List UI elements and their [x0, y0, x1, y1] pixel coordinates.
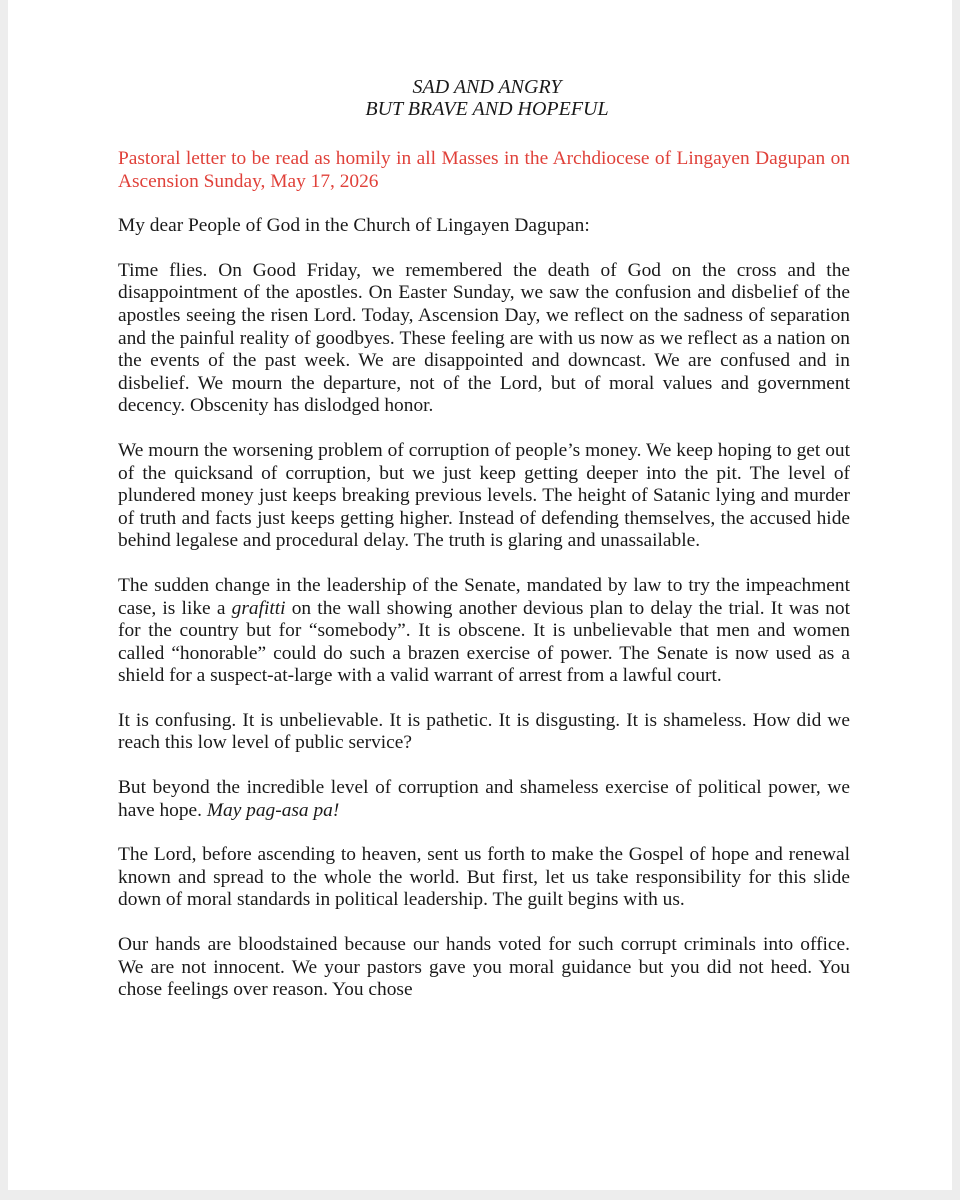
- letter-subtitle: Pastoral letter to be read as homily in all Masses in the Archdiocese of Lingayen Dagupan on Ascension Sunday, May 17, 2026: [118, 148, 850, 192]
- document-page: [8, 0, 952, 1190]
- paragraph-5: [118, 777, 850, 822]
- paragraph-3: [118, 575, 850, 688]
- paragraph-4: It is confusing. It is unbelievable. It is pathetic. It is disgusting. It is shameless. How did we reach this low level of public service?: [118, 709, 850, 754]
- paragraph-6: The Lord, before ascending to heaven, sent us forth to make the Gospel of hope and renewal known and spread to the whole the world. But first, let us take responsibility for this slide down of moral standards in political leadership. The guilt begins with us.: [118, 844, 850, 911]
- title-line-2: BUT BRAVE AND HOPEFUL: [365, 98, 609, 120]
- paragraph-5-emphasis: May pag-asa pa!: [206, 799, 340, 821]
- paragraph-3-text-a: The sudden change in the leadership of the Senate, mandated by law to try the impeachment case, is like a: [118, 574, 850, 619]
- paragraph-2: We mourn the worsening problem of corruption of people’s money. We keep hoping to get out of the quicksand of corruption, but we just keep getting deeper into the pit. The level of plundered money just keeps breaking previous levels. The height of Satanic lying and murder of truth and facts just keeps getting higher. Instead of defending themselves, the accused hide behind legalese and procedural delay. The truth is glaring and unassailable.: [118, 439, 850, 552]
- title-line-1: SAD AND ANGRY: [412, 76, 562, 98]
- paragraph-5-text: But beyond the incredible level of corruption and shameless exercise of political power, we have hope.: [118, 777, 850, 821]
- paragraph-7: Our hands are bloodstained because our hands voted for such corrupt criminals into office. We are not innocent. We your pastors gave you moral guidance but you did not heed. You chose feelings over reason. You chose: [118, 934, 850, 1001]
- paragraph-1: Time flies. On Good Friday, we remembered the death of God on the cross and the disappointment of the apostles. On Easter Sunday, we saw the confusion and disbelief of the apostles seeing the risen Lord. Today, Ascension Day, we reflect on the sadness of separation and the painful reality of goodbyes. These feeling are with us now as we reflect as a nation on the events of the past week. We are disappointed and downcast. We are confused and in disbelief. We mourn the departure, not of the Lord, but of moral values and government decency. Obscenity has dislodged honor.: [118, 259, 850, 417]
- letter-title: [118, 76, 850, 120]
- salutation: My dear People of God in the Church of Lingayen Dagupan:: [118, 215, 590, 237]
- letter-body: [118, 76, 850, 1024]
- paragraph-3-emphasis: grafitti: [231, 597, 286, 619]
- paragraph-3-text-b: on the wall showing another devious plan to delay the trial. It was not for the country but for “somebody”. It is obscene. It is unbelievable that men and women called “honorable” could do such a brazen exercise of power. The Senate is now used as a shield for a suspect-at-large with a valid warrant of arrest from a lawful court.: [118, 597, 850, 687]
